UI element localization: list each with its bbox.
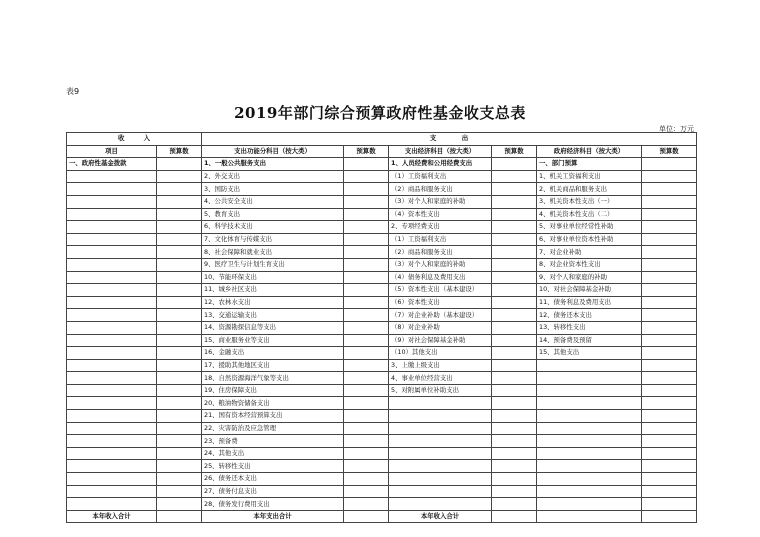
economic-budget-value — [492, 158, 537, 171]
functional-budget-value — [344, 233, 389, 246]
economic-budget-value — [492, 372, 537, 385]
income-budget-value — [157, 170, 202, 183]
gov-economic-item — [537, 359, 642, 372]
table-row — [67, 473, 697, 486]
gov-economic-item: 5、对事业单位经常性补助 — [537, 221, 642, 234]
economic-item: 2、专项经费支出 — [389, 221, 492, 234]
col-header-functional: 支出功能分科目（按大类） — [202, 145, 344, 158]
income-budget-value — [157, 447, 202, 460]
income-budget-value — [157, 158, 202, 171]
table-row — [67, 271, 697, 284]
economic-budget-value — [492, 296, 537, 309]
table-row — [67, 460, 697, 473]
gov-economic-item: 15、其他支出 — [537, 347, 642, 360]
economic-item — [389, 435, 492, 448]
gov-economic-item: 6、对事业单位资本性补助 — [537, 233, 642, 246]
functional-budget-value — [344, 422, 389, 435]
gov-economic-budget-value — [642, 284, 697, 297]
functional-budget-value — [344, 372, 389, 385]
income-item — [67, 271, 157, 284]
col-header-gov-economic: 政府经济科目（按大类） — [537, 145, 642, 158]
economic-item — [389, 485, 492, 498]
gov-economic-item — [537, 372, 642, 385]
income-item — [67, 221, 157, 234]
gov-economic-item — [537, 498, 642, 511]
gov-economic-item — [537, 397, 642, 410]
economic-budget-value — [492, 284, 537, 297]
income-item — [67, 359, 157, 372]
gov-economic-budget-value — [642, 397, 697, 410]
economic-item: （4）资本性支出 — [389, 208, 492, 221]
economic-item: （3）对个人和家庭的补助 — [389, 258, 492, 271]
functional-budget-value — [344, 208, 389, 221]
income-item — [67, 296, 157, 309]
totals-row — [67, 510, 697, 523]
functional-item: 4、公共安全支出 — [202, 195, 344, 208]
income-budget-value — [157, 208, 202, 221]
income-budget-value — [157, 246, 202, 259]
income-budget-value — [157, 397, 202, 410]
economic-budget-value — [492, 309, 537, 322]
economic-item — [389, 397, 492, 410]
gov-economic-item: 11、债务利息及费用支出 — [537, 296, 642, 309]
functional-item: 5、教育支出 — [202, 208, 344, 221]
functional-item: 14、资源勘探信息等支出 — [202, 321, 344, 334]
economic-budget-value — [492, 321, 537, 334]
gov-economic-budget-value — [642, 296, 697, 309]
table-row — [67, 246, 697, 259]
functional-budget-value — [344, 397, 389, 410]
income-item — [67, 183, 157, 196]
col-header-item: 项目 — [67, 145, 157, 158]
functional-budget-value — [344, 296, 389, 309]
economic-item: （4）债务利息及费用支出 — [389, 271, 492, 284]
income-budget-value — [157, 473, 202, 486]
total-expense-functional-value — [344, 510, 389, 523]
economic-budget-value — [492, 170, 537, 183]
economic-item: （2）商品和服务支出 — [389, 183, 492, 196]
functional-budget-value — [344, 410, 389, 423]
income-budget-value — [157, 284, 202, 297]
functional-budget-value — [344, 359, 389, 372]
total-expense-economic-value — [492, 510, 537, 523]
table-row — [67, 296, 697, 309]
income-budget-value — [157, 271, 202, 284]
gov-economic-item — [537, 447, 642, 460]
table-row — [67, 384, 697, 397]
income-item — [67, 422, 157, 435]
gov-economic-budget-value — [642, 208, 697, 221]
table-row — [67, 498, 697, 511]
gov-economic-budget-value — [642, 410, 697, 423]
functional-budget-value — [344, 384, 389, 397]
col-header-budget: 预算数 — [642, 145, 697, 158]
functional-budget-value — [344, 485, 389, 498]
income-item — [67, 435, 157, 448]
gov-economic-item — [537, 473, 642, 486]
income-item — [67, 258, 157, 271]
expense-group-header: 支 出 — [202, 133, 697, 146]
total-income-label: 本年收入合计 — [67, 510, 157, 523]
functional-budget-value — [344, 221, 389, 234]
economic-budget-value — [492, 347, 537, 360]
functional-item: 13、交通运输支出 — [202, 309, 344, 322]
economic-item: （6）资本性支出 — [389, 296, 492, 309]
income-group-header: 收 入 — [67, 133, 202, 146]
economic-item: （8）对企业补助 — [389, 321, 492, 334]
gov-economic-item — [537, 435, 642, 448]
gov-economic-budget-value — [642, 271, 697, 284]
col-header-budget: 预算数 — [157, 145, 202, 158]
economic-item — [389, 498, 492, 511]
functional-item: 12、农林水支出 — [202, 296, 344, 309]
functional-item: 2、外交支出 — [202, 170, 344, 183]
economic-budget-value — [492, 460, 537, 473]
gov-economic-budget-value — [642, 233, 697, 246]
economic-item: （5）资本性支出（基本建设） — [389, 284, 492, 297]
table-row — [67, 435, 697, 448]
gov-economic-item: 14、预备费及预留 — [537, 334, 642, 347]
income-item — [67, 384, 157, 397]
functional-item: 22、灾害防治及应急管理 — [202, 422, 344, 435]
table-row — [67, 183, 697, 196]
table-row — [67, 258, 697, 271]
column-header-row — [67, 145, 697, 158]
income-budget-value — [157, 372, 202, 385]
table-row — [67, 195, 697, 208]
functional-item: 25、转移性支出 — [202, 460, 344, 473]
economic-budget-value — [492, 221, 537, 234]
gov-economic-item — [537, 485, 642, 498]
economic-budget-value — [492, 384, 537, 397]
functional-budget-value — [344, 447, 389, 460]
gov-economic-item: 3、机关资本性支出（一） — [537, 195, 642, 208]
functional-item: 6、科学技术支出 — [202, 221, 344, 234]
income-item — [67, 309, 157, 322]
gov-economic-budget-value — [642, 347, 697, 360]
gov-economic-budget-value — [642, 485, 697, 498]
income-item — [67, 372, 157, 385]
economic-item — [389, 410, 492, 423]
functional-item: 27、债务付息支出 — [202, 485, 344, 498]
income-budget-value — [157, 221, 202, 234]
gov-economic-budget-value — [642, 460, 697, 473]
gov-economic-budget-value — [642, 258, 697, 271]
functional-budget-value — [344, 246, 389, 259]
table-row — [67, 170, 697, 183]
economic-budget-value — [492, 195, 537, 208]
gov-economic-item: 2、机关商品和服务支出 — [537, 183, 642, 196]
group-header-row — [67, 133, 697, 146]
income-budget-value — [157, 258, 202, 271]
functional-budget-value — [344, 321, 389, 334]
income-budget-value — [157, 334, 202, 347]
total-gov-economic-label — [537, 510, 642, 523]
functional-budget-value — [344, 158, 389, 171]
income-budget-value — [157, 321, 202, 334]
income-item — [67, 284, 157, 297]
gov-economic-budget-value — [642, 195, 697, 208]
table-row — [67, 233, 697, 246]
economic-item: 4、事业单位经营支出 — [389, 372, 492, 385]
economic-item — [389, 422, 492, 435]
functional-budget-value — [344, 195, 389, 208]
total-income-value — [157, 510, 202, 523]
gov-economic-budget-value — [642, 170, 697, 183]
gov-economic-budget-value — [642, 183, 697, 196]
functional-item: 3、国防支出 — [202, 183, 344, 196]
functional-item: 17、援助其他地区支出 — [202, 359, 344, 372]
gov-economic-budget-value — [642, 359, 697, 372]
functional-item: 9、医疗卫生与计划生育支出 — [202, 258, 344, 271]
functional-item: 21、国有资本经营预算支出 — [202, 410, 344, 423]
col-header-budget: 预算数 — [492, 145, 537, 158]
table-row — [67, 208, 697, 221]
economic-budget-value — [492, 233, 537, 246]
functional-item: 26、债务还本支出 — [202, 473, 344, 486]
table-row — [67, 158, 697, 171]
table-body — [67, 133, 697, 523]
gov-economic-budget-value — [642, 447, 697, 460]
unit-label: 单位：万元 — [659, 125, 694, 133]
economic-item: 3、上缴上级支出 — [389, 359, 492, 372]
income-budget-value — [157, 195, 202, 208]
economic-budget-value — [492, 485, 537, 498]
income-budget-value — [157, 410, 202, 423]
economic-item: 5、对附属单位补助支出 — [389, 384, 492, 397]
income-item: 一、政府性基金拨款 — [67, 158, 157, 171]
income-item — [67, 460, 157, 473]
gov-economic-item — [537, 422, 642, 435]
col-header-economic: 支出经济科目（按大类） — [389, 145, 492, 158]
table-row — [67, 485, 697, 498]
economic-item: （7）对企业补助（基本建设） — [389, 309, 492, 322]
income-item — [67, 246, 157, 259]
income-item — [67, 410, 157, 423]
gov-economic-item — [537, 410, 642, 423]
income-item — [67, 397, 157, 410]
table-row — [67, 334, 697, 347]
economic-item: （1）工资福利支出 — [389, 170, 492, 183]
table-row — [67, 321, 697, 334]
economic-budget-value — [492, 397, 537, 410]
gov-economic-budget-value — [642, 473, 697, 486]
income-item — [67, 347, 157, 360]
income-budget-value — [157, 359, 202, 372]
economic-budget-value — [492, 208, 537, 221]
table-row — [67, 359, 697, 372]
functional-budget-value — [344, 435, 389, 448]
income-budget-value — [157, 435, 202, 448]
functional-budget-value — [344, 183, 389, 196]
gov-economic-item: 7、对企业补助 — [537, 246, 642, 259]
functional-item: 24、其他支出 — [202, 447, 344, 460]
gov-economic-item: 12、债务还本支出 — [537, 309, 642, 322]
table-row — [67, 221, 697, 234]
functional-budget-value — [344, 498, 389, 511]
economic-budget-value — [492, 334, 537, 347]
economic-budget-value — [492, 258, 537, 271]
gov-economic-budget-value — [642, 246, 697, 259]
total-gov-economic-value — [642, 510, 697, 523]
functional-item: 8、社会保障和就业支出 — [202, 246, 344, 259]
economic-item: （3）对个人和家庭的补助 — [389, 195, 492, 208]
economic-budget-value — [492, 473, 537, 486]
functional-budget-value — [344, 460, 389, 473]
income-item — [67, 195, 157, 208]
income-item — [67, 321, 157, 334]
functional-item: 10、节能环保支出 — [202, 271, 344, 284]
gov-economic-item: 10、对社会保障基金补助 — [537, 284, 642, 297]
economic-budget-value — [492, 422, 537, 435]
income-item — [67, 447, 157, 460]
functional-budget-value — [344, 284, 389, 297]
gov-economic-item: 13、转移性支出 — [537, 321, 642, 334]
economic-budget-value — [492, 498, 537, 511]
functional-item: 16、金融支出 — [202, 347, 344, 360]
gov-economic-item: 4、机关资本性支出（二） — [537, 208, 642, 221]
economic-budget-value — [492, 410, 537, 423]
economic-budget-value — [492, 447, 537, 460]
functional-item: 19、住房保障支出 — [202, 384, 344, 397]
gov-economic-budget-value — [642, 422, 697, 435]
income-item — [67, 498, 157, 511]
table-row — [67, 397, 697, 410]
income-item — [67, 473, 157, 486]
income-item — [67, 334, 157, 347]
income-budget-value — [157, 460, 202, 473]
gov-economic-budget-value — [642, 372, 697, 385]
economic-budget-value — [492, 359, 537, 372]
gov-economic-budget-value — [642, 158, 697, 171]
functional-item: 23、预备费 — [202, 435, 344, 448]
gov-economic-budget-value — [642, 498, 697, 511]
income-budget-value — [157, 183, 202, 196]
table-row — [67, 372, 697, 385]
functional-item: 20、粮油物资储备支出 — [202, 397, 344, 410]
economic-item: （10）其他支出 — [389, 347, 492, 360]
functional-budget-value — [344, 309, 389, 322]
functional-budget-value — [344, 473, 389, 486]
budget-table — [66, 132, 697, 523]
table-row — [67, 422, 697, 435]
economic-item: （2）商品和服务支出 — [389, 246, 492, 259]
gov-economic-budget-value — [642, 321, 697, 334]
economic-budget-value — [492, 271, 537, 284]
table-row — [67, 447, 697, 460]
economic-item: 1、人员经费和公用经费支出 — [389, 158, 492, 171]
gov-economic-budget-value — [642, 384, 697, 397]
income-budget-value — [157, 233, 202, 246]
functional-item: 28、债务发行费用支出 — [202, 498, 344, 511]
gov-economic-item: 一、部门预算 — [537, 158, 642, 171]
economic-item — [389, 460, 492, 473]
gov-economic-item — [537, 460, 642, 473]
economic-item — [389, 473, 492, 486]
economic-budget-value — [492, 246, 537, 259]
gov-economic-item: 9、对个人和家庭的补助 — [537, 271, 642, 284]
functional-item: 11、城乡社区支出 — [202, 284, 344, 297]
economic-item: （9）对社会保障基金补助 — [389, 334, 492, 347]
economic-item: （1）工资福利支出 — [389, 233, 492, 246]
economic-budget-value — [492, 435, 537, 448]
gov-economic-item: 1、机关工资福利支出 — [537, 170, 642, 183]
functional-budget-value — [344, 347, 389, 360]
table-number: 表9 — [66, 87, 80, 96]
table-row — [67, 410, 697, 423]
income-budget-value — [157, 309, 202, 322]
functional-budget-value — [344, 258, 389, 271]
col-header-budget: 预算数 — [344, 145, 389, 158]
gov-economic-budget-value — [642, 221, 697, 234]
total-expense-economic-label: 本年收入合计 — [389, 510, 492, 523]
total-expense-functional-label: 本年支出合计 — [202, 510, 344, 523]
gov-economic-item: 8、对企业资本性支出 — [537, 258, 642, 271]
income-budget-value — [157, 422, 202, 435]
gov-economic-budget-value — [642, 309, 697, 322]
functional-item: 1、一般公共服务支出 — [202, 158, 344, 171]
functional-item: 7、文化体育与传媒支出 — [202, 233, 344, 246]
functional-budget-value — [344, 271, 389, 284]
income-budget-value — [157, 498, 202, 511]
page-title: 2019年部门综合预算政府性基金收支总表 — [234, 104, 526, 122]
income-item — [67, 170, 157, 183]
income-budget-value — [157, 296, 202, 309]
functional-budget-value — [344, 334, 389, 347]
table-row — [67, 284, 697, 297]
income-item — [67, 233, 157, 246]
gov-economic-item — [537, 384, 642, 397]
table-row — [67, 347, 697, 360]
gov-economic-budget-value — [642, 435, 697, 448]
functional-item: 15、商业服务业等支出 — [202, 334, 344, 347]
gov-economic-budget-value — [642, 334, 697, 347]
table-row — [67, 309, 697, 322]
income-item — [67, 485, 157, 498]
economic-item — [389, 447, 492, 460]
income-budget-value — [157, 384, 202, 397]
functional-budget-value — [344, 170, 389, 183]
income-item — [67, 208, 157, 221]
income-budget-value — [157, 347, 202, 360]
economic-budget-value — [492, 183, 537, 196]
income-budget-value — [157, 485, 202, 498]
functional-item: 18、自然资源海洋气象等支出 — [202, 372, 344, 385]
